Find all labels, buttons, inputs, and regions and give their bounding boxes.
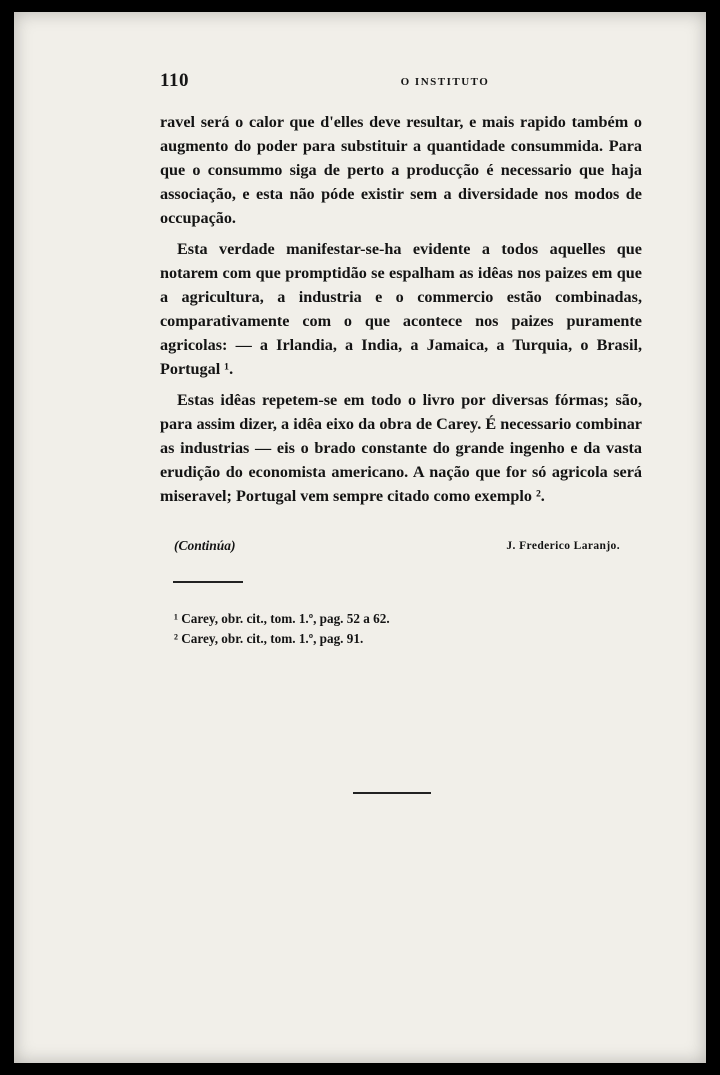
- paragraph: ravel será o calor que d'elles deve resultar, e mais rapido também o augmento do poder para substituir a quantidade consummida. Para que o consummo siga de perto a producção é necessario que haja associação, e esta não póde existir sem a diversidade nos modos de occupação.: [160, 113, 642, 227]
- running-title: O INSTITUTO: [400, 76, 490, 88]
- paragraph: Estas idêas repetem-se em todo o livro por diversas fórmas; são, para assim dizer, a idêa eixo da obra de Carey. É necessario combinar as industrias — eis o brado constante do grande ingenho e da vasta erudição do economista americano. A nação que for só agricola será miseravel; Portugal vem sempre citado como exemplo ².: [160, 391, 642, 505]
- page: [14, 12, 706, 1063]
- footnote: ² Carey, obr. cit., tom. 1.º, pag. 91.: [174, 631, 364, 646]
- author-name: J. Frederico Laranjo.: [506, 540, 620, 552]
- signature-row: [174, 538, 620, 558]
- page-number: 110: [160, 70, 189, 91]
- paragraph: Esta verdade manifestar-se-ha evidente a todos aquelles que notarem com que promptidão se espalham as idêas nos paizes em que a agricultura, a industria e o commercio estão combinadas, comparativamente com o que acontece nos paizes puramente agricolas: — a Irlandia, a India, a Jamaica, a Turquia, o Brasil, Portugal ¹.: [160, 240, 642, 378]
- end-rule: [353, 792, 431, 794]
- page-header: [160, 70, 640, 92]
- continua-label: (Continúa): [174, 538, 236, 553]
- footnote: ¹ Carey, obr. cit., tom. 1.º, pag. 52 a 62.: [174, 611, 390, 626]
- footnotes: [174, 609, 574, 649]
- footnote-divider: [173, 581, 243, 583]
- body-text: [160, 110, 642, 515]
